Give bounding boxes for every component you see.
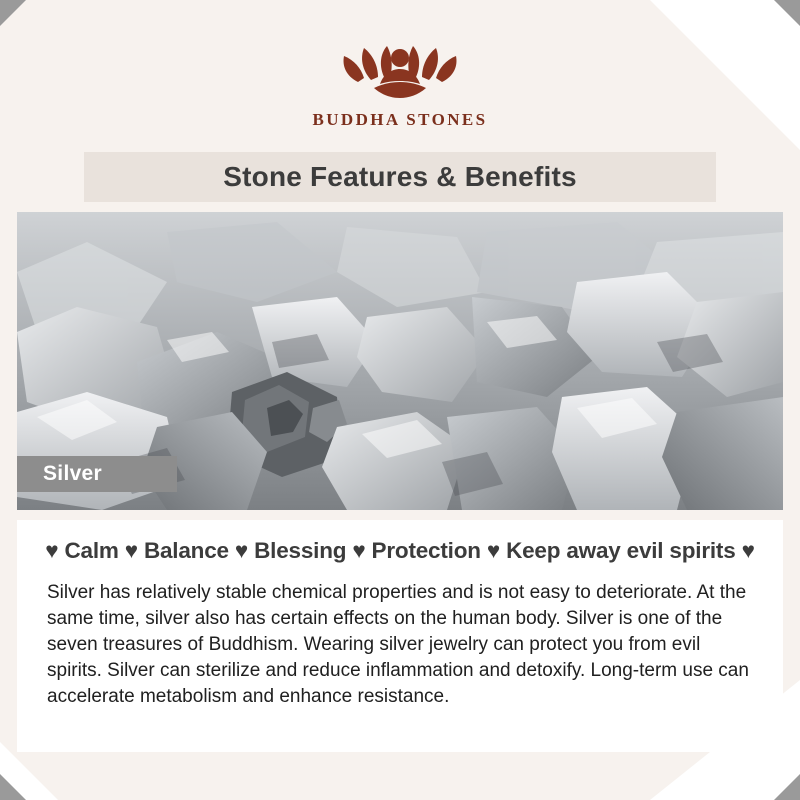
stone-name-label: Silver (17, 456, 177, 492)
brand-name: BUDDHA STONES (312, 110, 488, 129)
benefits-line: ♥ Calm ♥ Balance ♥ Blessing ♥ Protection ♥ Keep away evil spirits ♥ (45, 538, 755, 563)
section-title-band (84, 152, 716, 202)
corner-notch-bottom-right (774, 774, 800, 800)
content-card (17, 520, 783, 752)
corner-notch-bottom-left (0, 774, 26, 800)
brand-header (0, 0, 800, 148)
hero-image (17, 212, 783, 510)
page-title: Stone Features & Benefits (223, 161, 577, 192)
stone-description: Silver has relatively stable chemical properties and is not easy to deteriorate. At the same time, silver also has certain effects on the human body. Silver is one of the seven treasures of Buddhism. Wearing silver jewelry can protect you from evil spirits. Silver can sterilize and reduce inflammation and detoxify. Long-term use can accelerate metabolism and enhance resistance. (47, 582, 749, 708)
lotus-meditation-figure-icon (338, 22, 462, 106)
corner-notch-top-right (774, 0, 800, 26)
corner-notch-top-left (0, 0, 26, 26)
